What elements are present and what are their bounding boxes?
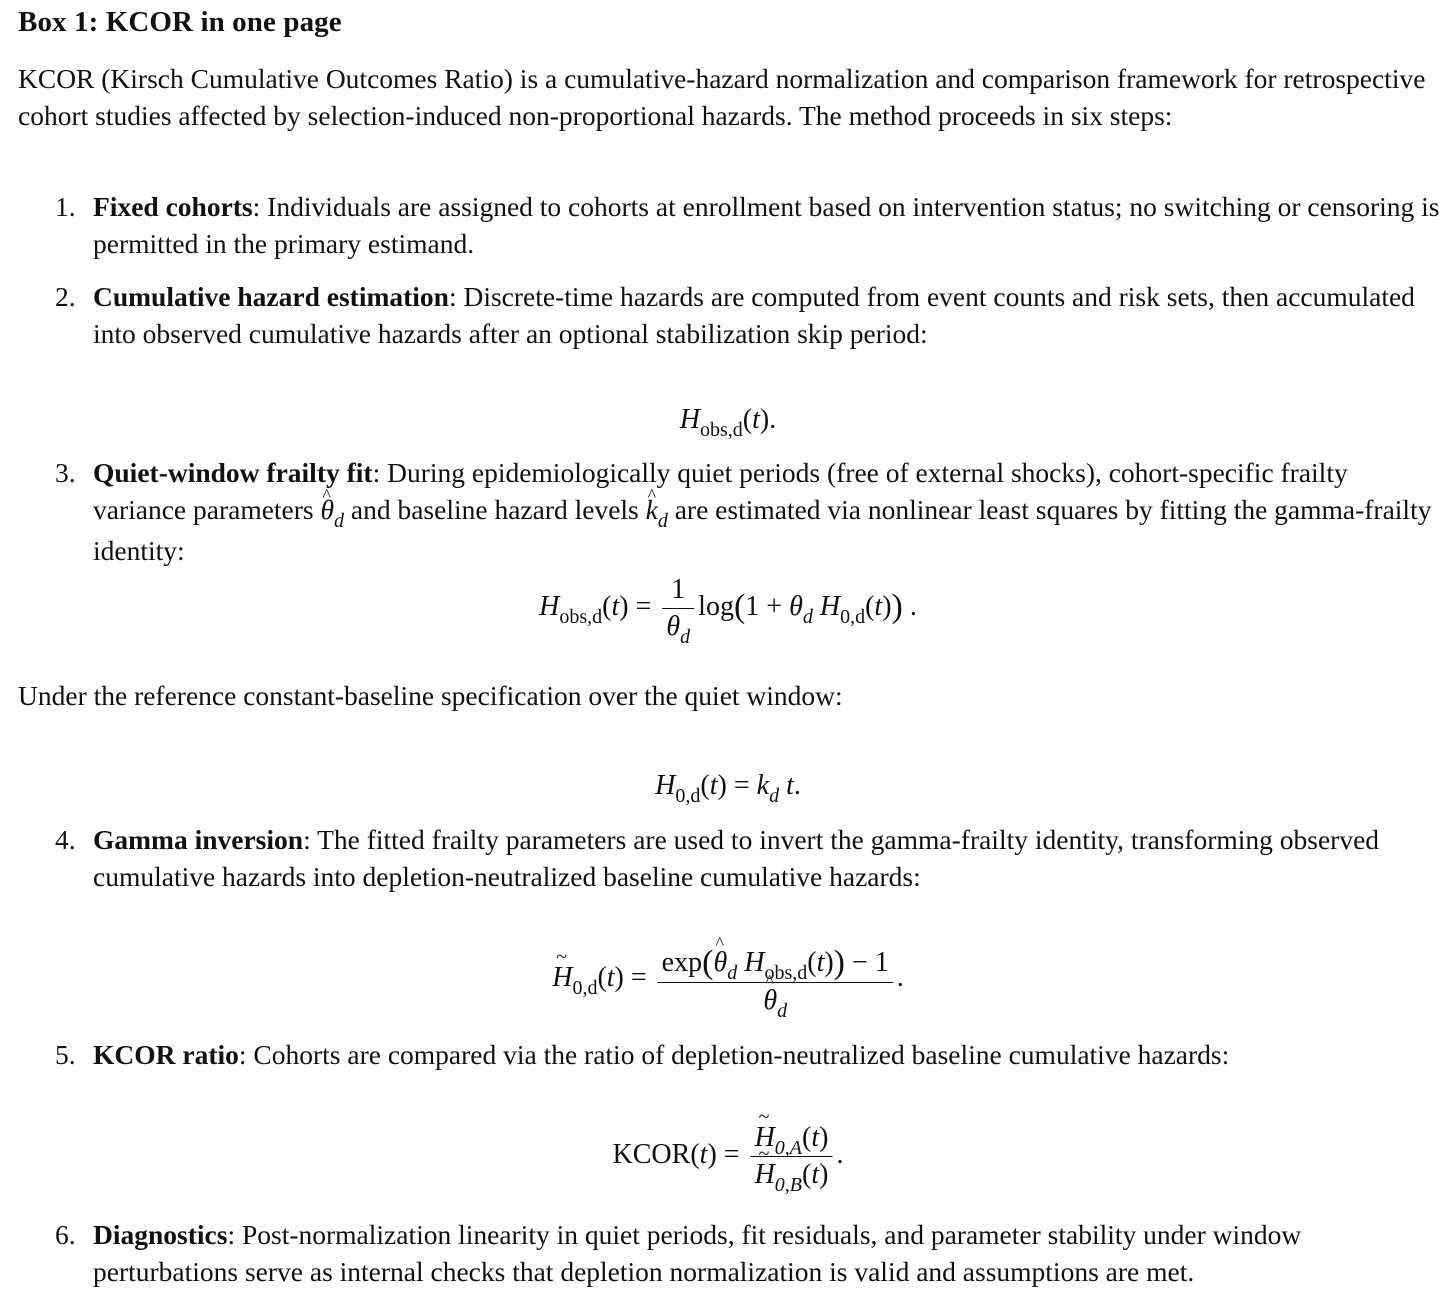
step-text: are estimated via nonlinear least squares by fitting the gamma-frailty identity: — [93, 494, 1432, 566]
step-title: Gamma inversion — [93, 824, 304, 855]
step-4 — [55, 821, 1440, 895]
step-title: KCOR ratio — [93, 1039, 239, 1070]
step-5 — [55, 1036, 1440, 1073]
step-title: Diagnostics — [93, 1219, 228, 1250]
step-title: Quiet-window frailty fit — [93, 457, 373, 488]
document-page: Box 1: KCOR in one page KCOR (Kirsch Cumulative Outcomes Ratio) is a cumulative-hazard normalization and comparison framework for retrospective cohort studies affected by selection-induced non-proportional hazards. The method proceeds in six steps: 1. Fixed cohorts: Individuals are assigned to cohorts at enrollment based on intervention status; no switching or censoring is permitted in the primary estimand. 2. Cumulative hazard estimation: Discrete-time hazards are computed from event counts and risk sets, then accumulated into observed cumulative hazards after an optional stabilization skip period: $H_{obs,d}(t)$. 3. Quiet-window frailty fit: During epidemiologically quiet periods (free of external shocks), cohort-specific frailty variance parameters ^ $\theta_d$ and baseline hazard levels ^ $k_d$ are estimated via nonlinear least squares by fitting the gamma-frailty identity: $H_{obs,d}(t)$ = $\frac{1}{\theta_d}$ $\log(1 + \theta_d$ $H_{0,d}(t)$) . Under the reference constant-baseline specification over the quiet window: $H_{0,d}(t) = k_d$ t. 4. Gamma inversion: The fitted frailty parameters are used to invert the gamma-frailty identity, transforming observed cumulative hazards into depletion-neutralized baseline cumulative hazards: ~ $H_{0,d}(t)$ = exp(^ $\theta_d$ $H_{obs,d}(t)) - 1$ ^ $\theta_d$ . 5. KCOR ratio: Cohorts are compared via the ratio of depletion-neutralized baseline cumulative hazards: KCOR(t) = ~ $H_{0,A}(t)$ ~ $H_{0,B}(t)$ . 6. Diagnostics: Post-normalization linearity in quiet periods, fit residuals, and parameter stability under window perturbations serve as internal checks that depletion normalization is valid and assumptions are met. — [0, 0, 1456, 1315]
step-2 — [55, 278, 1440, 352]
box-title: Box 1: KCOR in one page — [18, 6, 342, 38]
step-number: 6. — [55, 1219, 76, 1250]
step-number: 2. — [55, 281, 76, 312]
step-text: : During epidemiologically quiet periods (free of external shocks), cohort-specific frailty variance parameters — [93, 457, 1348, 525]
step-number: 1. — [55, 191, 76, 222]
step-number: 4. — [55, 824, 76, 855]
step-number: 3. — [55, 457, 76, 488]
between-paragraph: Under the reference constant-baseline specification over the quiet window: — [18, 680, 843, 711]
step-text: : Individuals are assigned to cohorts at enrollment based on intervention status; no switching or censoring is permitted in the primary estimand. — [93, 191, 1440, 259]
step-text: : Discrete-time hazards are computed from event counts and risk sets, then accumulated into observed cumulative hazards after an optional stabilization skip period: — [93, 281, 1415, 349]
step-text: : Post-normalization linearity in quiet periods, fit residuals, and parameter stability under window perturbations serve as internal checks that depletion normalization is valid and assumptions are met. — [93, 1219, 1302, 1287]
step-text: : The fitted frailty parameters are used to invert the gamma-frailty identity, transforming observed cumulative hazards into depletion-neutralized baseline cumulative hazards: — [93, 824, 1380, 892]
step-6 — [55, 1216, 1440, 1290]
step-number: 5. — [55, 1039, 76, 1070]
intro-paragraph: KCOR (Kirsch Cumulative Outcomes Ratio) is a cumulative-hazard normalization and comparison framework for retrospective cohort studies affected by selection-induced non-proportional hazards. The method proceeds in six steps: — [18, 63, 1426, 131]
step-3: 3. Quiet-window frailty fit: During epidemiologically quiet periods (free of external shocks), cohort-specific frailty variance parameters ^ $\theta_d$ and baseline hazard levels ^ $k_d$ are estimated via nonlinear least squares by fitting the gamma-frailty identity: — [55, 454, 1440, 569]
step-title: Fixed cohorts — [93, 191, 253, 222]
step-title: Cumulative hazard estimation — [93, 281, 449, 312]
step-text: and baseline hazard levels — [344, 494, 646, 525]
step-1 — [55, 188, 1440, 262]
step-text: : Cohorts are compared via the ratio of depletion-neutralized baseline cumulative hazards: — [238, 1039, 1230, 1070]
